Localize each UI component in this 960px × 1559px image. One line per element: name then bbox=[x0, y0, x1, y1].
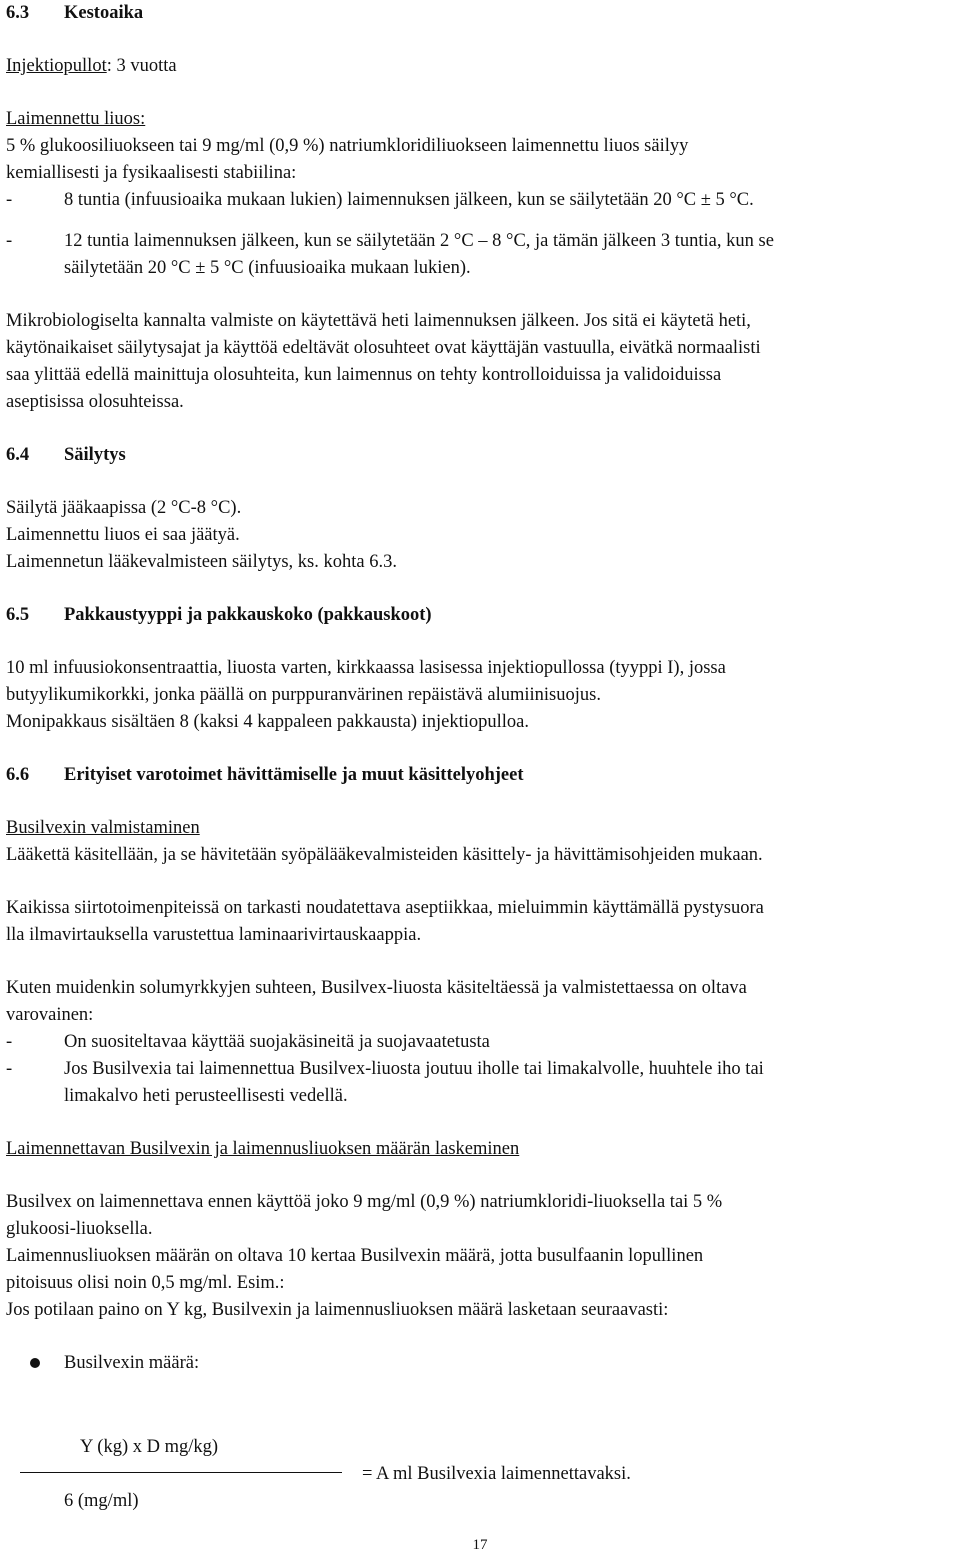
formula-result: = A ml Busilvexia laimennettavaksi. bbox=[362, 1464, 631, 1484]
section-title: Säilytys bbox=[64, 445, 126, 465]
fraction-line bbox=[20, 1472, 342, 1473]
section-number: 6.3 bbox=[6, 3, 30, 23]
aseptic-paragraph bbox=[6, 895, 956, 949]
vials-shelf-life bbox=[6, 53, 956, 80]
list-item-text: limakalvo heti perusteellisesti vedellä. bbox=[64, 1086, 348, 1106]
dash-marker: - bbox=[6, 190, 13, 210]
section-number: 6.6 bbox=[6, 765, 30, 785]
paragraph-line: 10 ml infuusiokonsentraattia, liuosta varten, kirkkaassa lasisessa injektiopullossa (tyyppi I), jossa bbox=[6, 658, 726, 678]
list-item-text: säilytetään 20 °C ± 5 °C (infuusioaika mukaan lukien). bbox=[64, 258, 471, 278]
paragraph-line: Laimennettu liuos ei saa jäätyä. bbox=[6, 525, 240, 545]
diluted-paragraph-line: 5 % glukoosiliuokseen tai 9 mg/ml (0,9 %) natriumkloridiliuokseen laimennettu liuos säilyy bbox=[6, 136, 689, 156]
paragraph-line: Kaikissa siirtotoimenpiteissä on tarkasti noudatettava aseptiikkaa, mieluimmin käyttämällä pystysuora bbox=[6, 898, 764, 918]
section-6-3-heading bbox=[6, 0, 956, 27]
list-item-text-block bbox=[64, 1056, 956, 1110]
caution-paragraph bbox=[6, 975, 956, 1110]
paragraph-line: Lääkettä käsitellään, ja se hävitetään syöpälääkevalmisteiden käsittely- ja hävittämisohjeiden mukaan. bbox=[6, 845, 763, 865]
microbiology-paragraph bbox=[6, 308, 956, 416]
formula-numerator: Y (kg) x D mg/kg) bbox=[80, 1437, 219, 1457]
document-page bbox=[6, 0, 956, 1377]
paragraph-line: butyylikumikorkki, jonka päällä on purppuranvärinen repäistävä alumiinisuojus. bbox=[6, 685, 601, 705]
section-number: 6.4 bbox=[6, 445, 30, 465]
paragraph-line: Jos potilaan paino on Y kg, Busilvexin ja laimennusliuoksen määrä lasketaan seuraavasti: bbox=[6, 1300, 669, 1320]
paragraph-line: lla ilmavirtauksella varustettua laminaarivirtauskaappia. bbox=[6, 925, 422, 945]
section-6-4-heading bbox=[6, 442, 956, 469]
paragraph-line: Laimennusliuoksen määrän on oltava 10 kertaa Busilvexin määrä, jotta busulfaanin lopullinen bbox=[6, 1246, 704, 1266]
calculation-paragraph bbox=[6, 1189, 956, 1324]
dash-marker: - bbox=[6, 1032, 13, 1052]
preparation-label: Busilvexin valmistaminen bbox=[6, 818, 200, 838]
section-title: Erityiset varotoimet hävittämiselle ja muut käsittelyohjeet bbox=[64, 765, 524, 785]
paragraph-line: varovainen: bbox=[6, 1005, 94, 1025]
paragraph-line: Mikrobiologiselta kannalta valmiste on käytettävä heti laimennuksen jälkeen. Jos sitä ei käytetä heti, bbox=[6, 311, 751, 331]
bullet-marker bbox=[6, 1350, 64, 1377]
section-number: 6.5 bbox=[6, 605, 30, 625]
package-paragraph bbox=[6, 655, 956, 736]
dash-marker: - bbox=[6, 1059, 13, 1079]
paragraph-line: Monipakkaus sisältäen 8 (kaksi 4 kappaleen pakkausta) injektiopulloa. bbox=[6, 712, 530, 732]
list-item-text: Jos Busilvexia tai laimennettua Busilvex-liuosta joutuu iholle tai limakalvolle, huuhtele iho tai bbox=[64, 1059, 764, 1079]
bullet-list-item bbox=[6, 1350, 956, 1377]
vials-label: Injektiopullot bbox=[6, 56, 107, 76]
dosage-formula bbox=[0, 1431, 960, 1521]
diluted-solution-label: Laimennettu liuos: bbox=[6, 109, 146, 129]
paragraph-line: Laimennetun lääkevalmisteen säilytys, ks. kohta 6.3. bbox=[6, 552, 397, 572]
section-6-6-heading bbox=[6, 762, 956, 789]
dash-marker: - bbox=[6, 231, 13, 251]
section-6-5-heading bbox=[6, 602, 956, 629]
paragraph-line: aseptisissa olosuhteissa. bbox=[6, 392, 184, 412]
paragraph-line: Kuten muidenkin solumyrkkyjen suhteen, Busilvex-liuosta käsiteltäessä ja valmistettaessa on oltava bbox=[6, 978, 747, 998]
section-title: Pakkaustyyppi ja pakkauskoko (pakkauskoot) bbox=[64, 605, 432, 625]
paragraph-line: Säilytä jääkaapissa (2 °C-8 °C). bbox=[6, 498, 242, 518]
list-item-text: 12 tuntia laimennuksen jälkeen, kun se säilytetään 2 °C – 8 °C, ja tämän jälkeen 3 tuntia, kun se bbox=[64, 231, 774, 251]
paragraph-line: pitoisuus olisi noin 0,5 mg/ml. Esim.: bbox=[6, 1273, 285, 1293]
dash-list-item bbox=[6, 1029, 956, 1056]
paragraph-line: Busilvex on laimennettava ennen käyttöä joko 9 mg/ml (0,9 %) natriumkloridi-liuoksella tai 5 % bbox=[6, 1192, 723, 1212]
page-number: 17 bbox=[472, 1537, 488, 1553]
list-item-text-block bbox=[64, 228, 956, 282]
section-title: Kestoaika bbox=[64, 3, 144, 23]
diluted-paragraph-line: kemiallisesti ja fysikaalisesti stabiilina: bbox=[6, 163, 297, 183]
formula-denominator: 6 (mg/ml) bbox=[64, 1491, 139, 1511]
dash-list-item bbox=[6, 187, 956, 214]
paragraph-line: käytönaikaiset säilytysajat ja käyttöä edeltävät olosuhteet ovat käyttäjän vastuulla, eivätkä normaalisti bbox=[6, 338, 761, 358]
bullet-text: Busilvexin määrä: bbox=[64, 1353, 200, 1373]
vials-value: : 3 vuotta bbox=[106, 56, 177, 76]
paragraph-line: glukoosi-liuoksella. bbox=[6, 1219, 153, 1239]
dash-list-item bbox=[6, 1056, 956, 1110]
storage-paragraph bbox=[6, 495, 956, 576]
calculation-label: Laimennettavan Busilvexin ja laimennusliuoksen määrän laskeminen bbox=[6, 1139, 520, 1159]
paragraph-line: saa ylittää edellä mainittuja olosuhteita, kun laimennus on tehty kontrolloiduissa ja validoiduissa bbox=[6, 365, 722, 385]
list-item-text: 8 tuntia (infuusioaika mukaan lukien) laimennuksen jälkeen, kun se säilytetään 20 °C ± 5 °C. bbox=[64, 190, 754, 210]
dash-list-item bbox=[6, 228, 956, 282]
list-item-text: On suositeltavaa käyttää suojakäsineitä ja suojavaatetusta bbox=[64, 1032, 490, 1052]
